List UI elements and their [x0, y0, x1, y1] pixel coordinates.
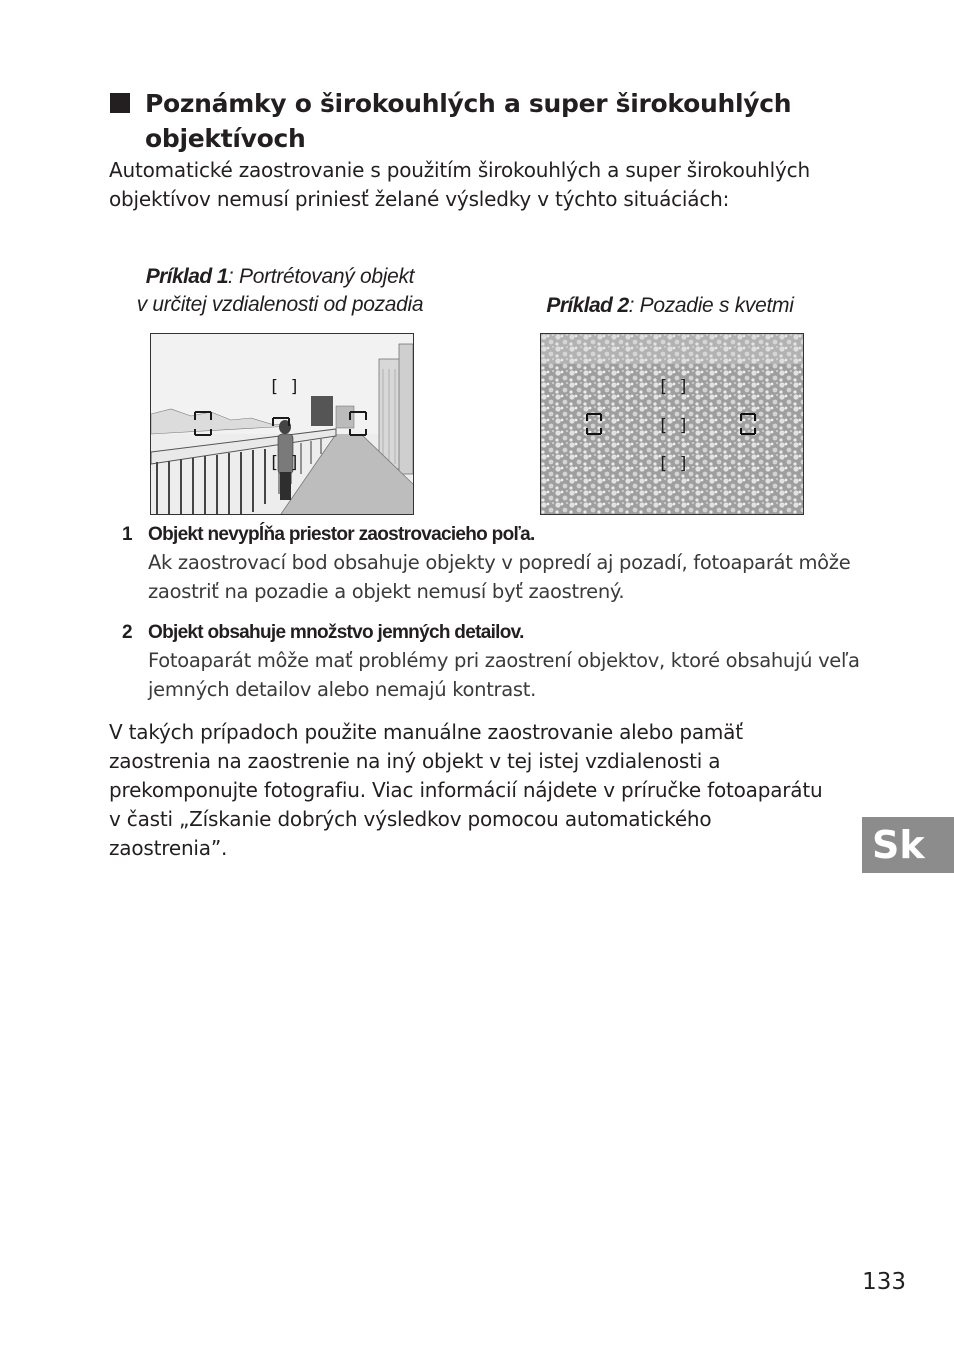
item-number: 2: [122, 622, 133, 643]
language-tab: Sk: [862, 817, 954, 873]
flower-field-illustration: [541, 334, 803, 514]
closing-paragraph: V takých prípadoch použite manuálne zaostrovanie alebo pamäť zaostrenia na zaostrenie na iný objekt v tej istej vzdialenosti a prekomponujte fotografiu. Viac informácií nájdete v príručke fotoaparátu v časti „Získanie dobrých výsledkov pomocou automatického zaostrenia”.: [109, 720, 823, 860]
section-heading: [110, 86, 870, 156]
item-description: Ak zaostrovací bod obsahuje objekty v popredí aj pozadí, fotoaparát môže zaostriť na pozadie a objekt nemusí byť zaostrený.: [148, 551, 851, 603]
item-description: Fotoaparát môže mať problémy pri zaostrení objektov, ktoré obsahujú veľa jemných detailov alebo nemajú kontrast.: [148, 649, 860, 701]
item-number: 1: [122, 524, 133, 545]
example-2-bracket-top: [ ]: [658, 377, 689, 397]
intro-paragraph: Automatické zaostrovanie s použitím širokouhlých a super širokouhlých objektívov nemusí priniesť želané výsledky v týchto situáciách:: [109, 158, 810, 211]
example-1-photo: [150, 333, 414, 515]
example-1-bracket-top: [ ]: [269, 377, 300, 397]
example-1-label: Príklad 1: [145, 265, 228, 288]
example-1-bracket-bottom: [ ]: [269, 453, 300, 473]
example-2-bracket-bottom: [ ]: [658, 454, 689, 474]
example-1-line2: v určitej vzdialenosti od pozadia: [136, 293, 424, 316]
example-2-bracket-center: [ ]: [658, 416, 689, 436]
page-number: 133: [862, 1269, 906, 1295]
bridge-portrait-illustration: [151, 334, 413, 514]
example-1-line1: : Portrétovaný objekt: [227, 265, 415, 288]
section-title: Poznámky o širokouhlých a super širokouhlých objektívoch: [145, 89, 792, 153]
example-2-label: Príklad 2: [546, 294, 629, 317]
item-title: Objekt obsahuje množstvo jemných detailov.: [148, 622, 524, 643]
example-2-caption: [520, 292, 820, 320]
square-bullet-icon: [110, 93, 130, 113]
example-2-text: : Pozadie s kvetmi: [628, 294, 794, 317]
item-title: Objekt nevypĺňa priestor zaostrovacieho poľa.: [148, 524, 535, 545]
example-2-photo: [540, 333, 804, 515]
example-1-caption: [105, 263, 455, 319]
